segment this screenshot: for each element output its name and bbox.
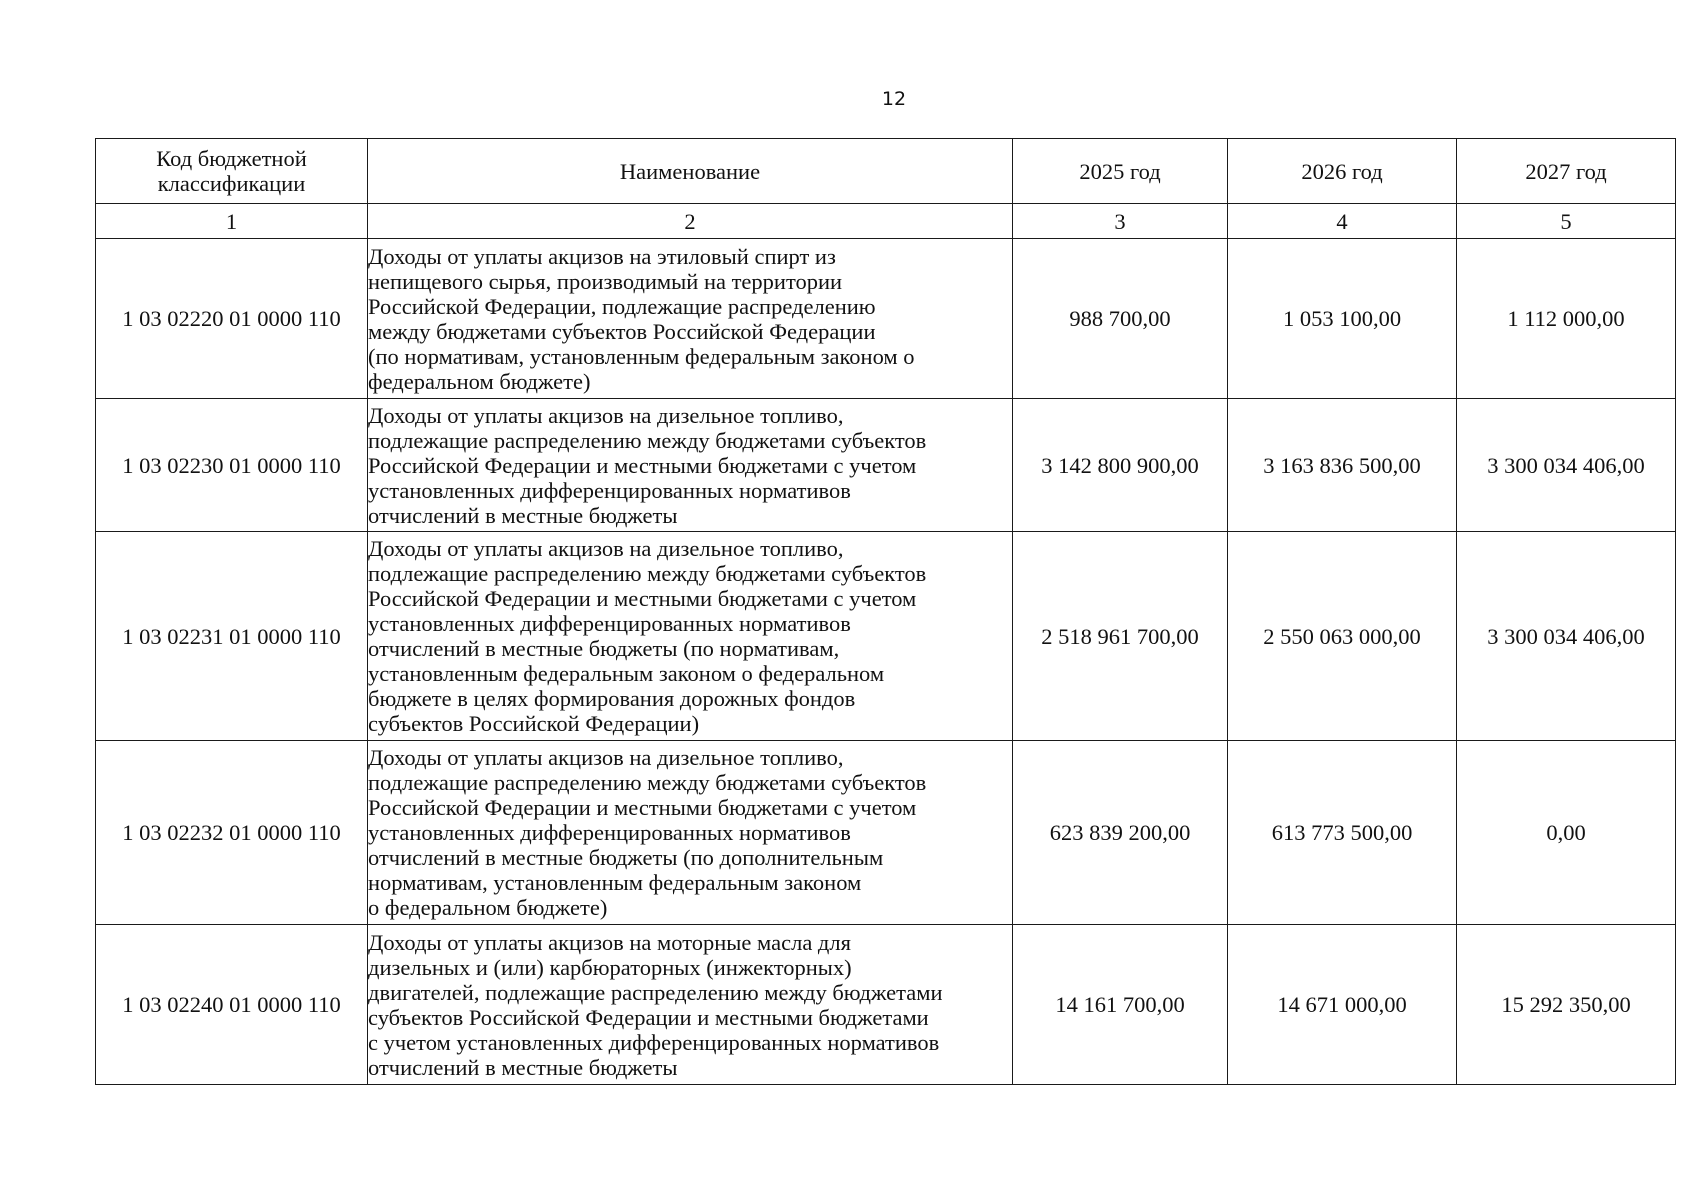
amount-2026-cell: 3 163 836 500,00: [1228, 399, 1457, 532]
budget-code-cell: 1 03 02231 01 0000 110: [96, 532, 368, 741]
revenue-name-cell: [368, 925, 1013, 1085]
revenue-name-cell: [368, 239, 1013, 399]
column-number: 3: [1013, 204, 1228, 239]
revenue-name-line: установленным федеральным законом о федеральном: [368, 661, 885, 686]
revenue-name-line: субъектов Российской Федерации и местными бюджетами: [368, 1004, 929, 1030]
budget-code-cell: 1 03 02230 01 0000 110: [96, 399, 368, 532]
amount-2026-cell: 1 053 100,00: [1228, 239, 1457, 399]
amount-2027-cell: 15 292 350,00: [1457, 925, 1676, 1085]
revenue-name-line: бюджете в целях формирования дорожных фондов: [368, 686, 856, 711]
page-number: 12: [881, 88, 907, 110]
amount-2026-cell: 613 773 500,00: [1228, 741, 1457, 925]
revenue-name-line: непищевого сырья, производимый на территории: [368, 268, 843, 294]
revenue-name-line: нормативам, установленным федеральным законом: [368, 870, 862, 895]
revenue-name-line: дизельных и (или) карбюраторных (инжекторных): [368, 954, 852, 980]
revenue-name-line: установленных дифференцированных нормативов: [368, 611, 851, 636]
column-number: 5: [1457, 204, 1676, 239]
amount-2027-cell: 0,00: [1457, 741, 1676, 925]
amount-2025-cell: 2 518 961 700,00: [1013, 532, 1228, 741]
revenue-name-line: отчислений в местные бюджеты: [368, 502, 678, 528]
amount-2027-cell: 3 300 034 406,00: [1457, 532, 1676, 741]
revenue-name-line: Доходы от уплаты акцизов на дизельное топливо,: [368, 745, 844, 770]
header-row: [96, 139, 1676, 204]
revenue-name-cell: [368, 532, 1013, 741]
revenue-name-line: Российской Федерации и местными бюджетами с учетом: [368, 586, 917, 611]
revenue-name-line: установленных дифференцированных нормативов: [368, 820, 851, 845]
revenue-name-line: отчислений в местные бюджеты: [368, 1054, 678, 1080]
revenue-name-line: Доходы от уплаты акцизов на этиловый спирт из: [368, 243, 836, 269]
table-row: [96, 532, 1676, 741]
revenue-name-line: Российской Федерации, подлежащие распределению: [368, 293, 876, 319]
revenue-name-line: Доходы от уплаты акцизов на дизельное топливо,: [368, 536, 844, 561]
amount-2025-cell: 14 161 700,00: [1013, 925, 1228, 1085]
amount-2027-cell: 1 112 000,00: [1457, 239, 1676, 399]
revenue-name-line: установленных дифференцированных нормативов: [368, 477, 851, 503]
revenue-name-line: Российской Федерации и местными бюджетами с учетом: [368, 452, 917, 478]
revenue-name-line: подлежащие распределению между бюджетами субъектов: [368, 427, 927, 453]
revenue-name-line: между бюджетами субъектов Российской Федерации: [368, 318, 876, 344]
revenue-name-line: отчислений в местные бюджеты (по нормативам,: [368, 636, 840, 661]
header-2026: 2026 год: [1228, 139, 1457, 204]
budget-revenue-table: [95, 138, 1676, 1085]
header-2027: 2027 год: [1457, 139, 1676, 204]
column-number: 2: [368, 204, 1013, 239]
table-body: [96, 239, 1676, 1085]
table-row: [96, 741, 1676, 925]
amount-2027-cell: 3 300 034 406,00: [1457, 399, 1676, 532]
column-number: 4: [1228, 204, 1457, 239]
amount-2025-cell: 988 700,00: [1013, 239, 1228, 399]
table-row: [96, 925, 1676, 1085]
budget-code-cell: 1 03 02240 01 0000 110: [96, 925, 368, 1085]
revenue-name-line: федеральном бюджете): [368, 368, 591, 394]
table-row: [96, 399, 1676, 532]
table-row: [96, 239, 1676, 399]
revenue-name-line: отчислений в местные бюджеты (по дополнительным: [368, 845, 884, 870]
budget-code-cell: 1 03 02232 01 0000 110: [96, 741, 368, 925]
revenue-name-line: подлежащие распределению между бюджетами субъектов: [368, 561, 927, 586]
amount-2025-cell: 623 839 200,00: [1013, 741, 1228, 925]
column-number: 1: [96, 204, 368, 239]
revenue-name-line: Доходы от уплаты акцизов на дизельное топливо,: [368, 402, 844, 428]
revenue-name-line: Российской Федерации и местными бюджетами с учетом: [368, 795, 917, 820]
header-2025: 2025 год: [1013, 139, 1228, 204]
column-number-row: [96, 204, 1676, 239]
revenue-name-line: Доходы от уплаты акцизов на моторные масла для: [368, 929, 851, 955]
amount-2025-cell: 3 142 800 900,00: [1013, 399, 1228, 532]
amount-2026-cell: 14 671 000,00: [1228, 925, 1457, 1085]
revenue-name-line: (по нормативам, установленным федеральным законом о: [368, 343, 915, 369]
header-code: Код бюджетной классификации: [96, 139, 368, 204]
revenue-name-line: с учетом установленных дифференцированных нормативов: [368, 1029, 940, 1055]
revenue-name-cell: [368, 399, 1013, 532]
amount-2026-cell: 2 550 063 000,00: [1228, 532, 1457, 741]
revenue-name-line: о федеральном бюджете): [368, 895, 608, 920]
budget-code-cell: 1 03 02220 01 0000 110: [96, 239, 368, 399]
header-name: Наименование: [368, 139, 1013, 204]
revenue-name-line: двигателей, подлежащие распределению между бюджетами: [368, 979, 943, 1005]
revenue-name-line: подлежащие распределению между бюджетами субъектов: [368, 770, 927, 795]
revenue-name-cell: [368, 741, 1013, 925]
revenue-name-line: субъектов Российской Федерации): [368, 711, 700, 736]
